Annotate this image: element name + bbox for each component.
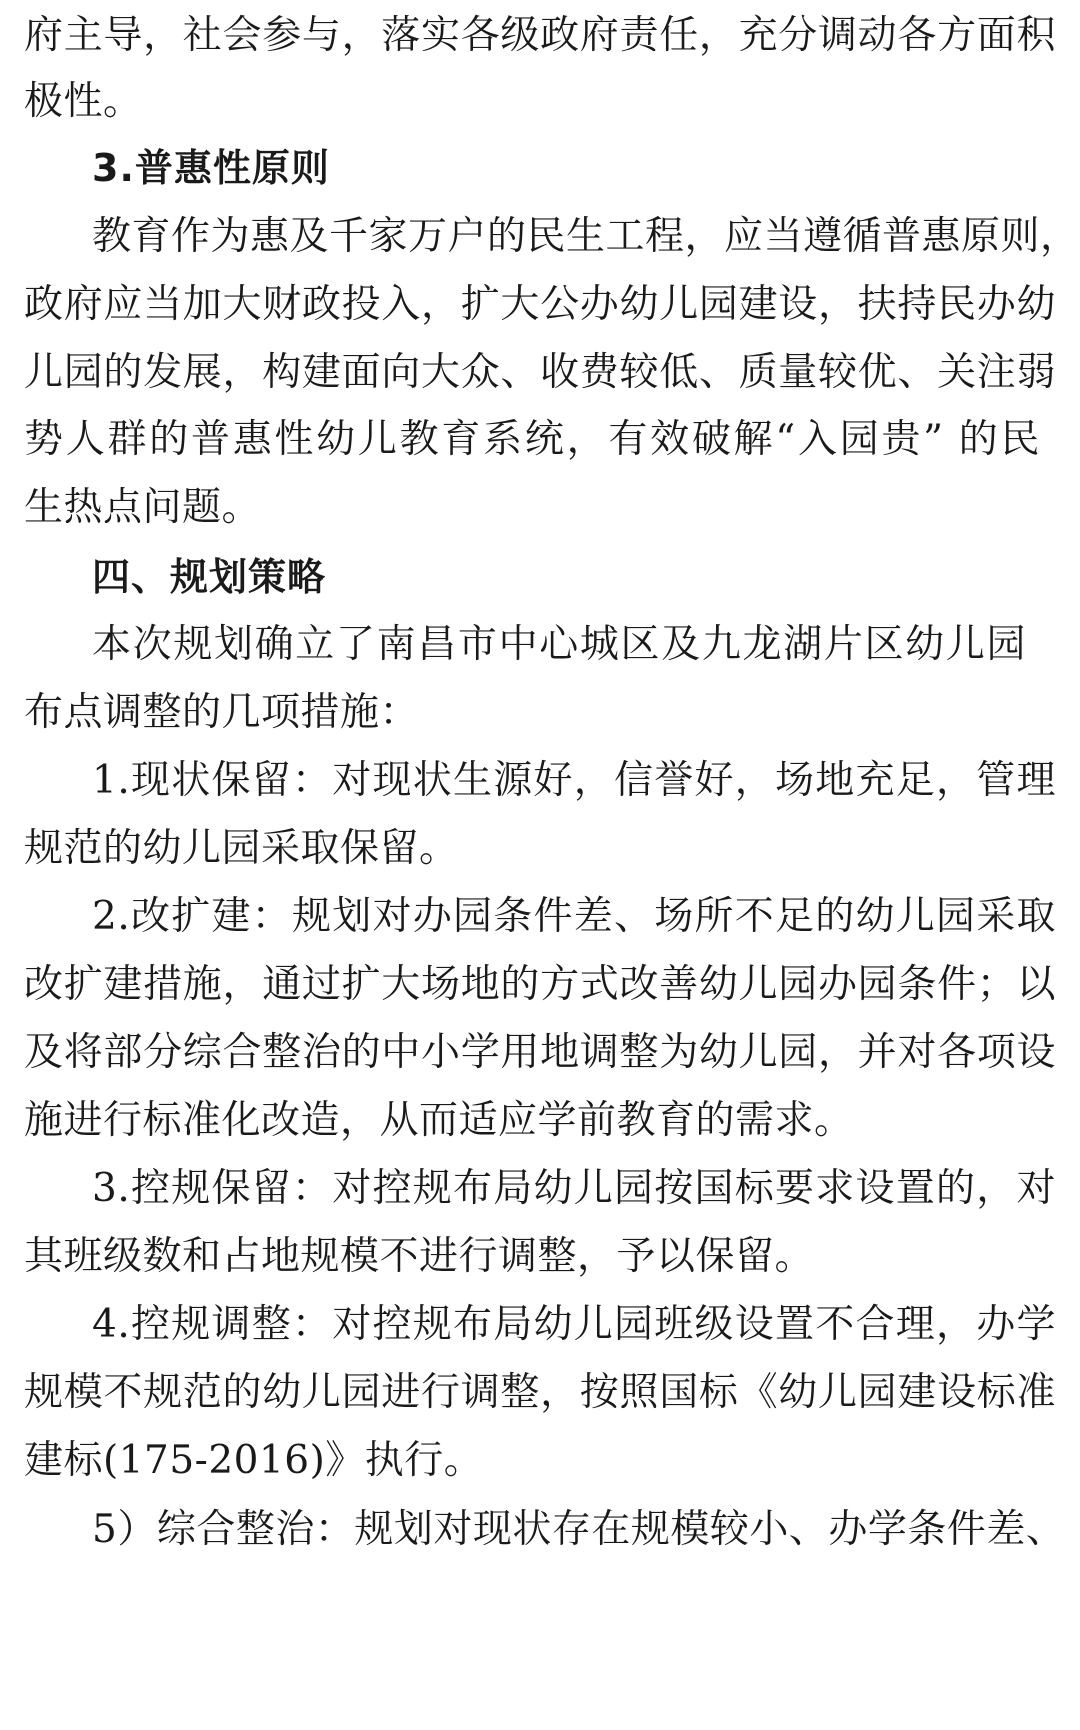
paragraph-line: 2.改扩建：规划对办园条件差、场所不足的幼儿园采取 [92, 894, 1056, 939]
paragraph-line: 政府应当加大财政投入，扩大公办幼儿园建设，扶持民办幼 [24, 282, 1056, 327]
paragraph-line: 改扩建措施，通过扩大场地的方式改善幼儿园办园条件；以 [24, 962, 1056, 1007]
paragraph-line: 4.控规调整：对控规布局幼儿园班级设置不合理，办学 [92, 1302, 1056, 1347]
paragraph-line: 布点调整的几项措施： [24, 690, 420, 735]
paragraph-line: 教育作为惠及千家万户的民生工程，应当遵循普惠原则， [92, 214, 1080, 259]
section-heading: 3.普惠性原则 [92, 146, 330, 190]
paragraph-line: 儿园的发展，构建面向大众、收费较低、质量较优、关注弱 [24, 350, 1056, 395]
paragraph-line: 5）综合整治：规划对现状存在规模较小、办学条件差、 [92, 1507, 1066, 1552]
paragraph-line: 势人群的普惠性幼儿教育系统，有效破解“入园贵” 的民 [24, 417, 1040, 462]
paragraph-line: 生热点问题。 [24, 485, 262, 530]
section-heading: 四、规划策略 [92, 555, 327, 599]
paragraph-line: 府主导，社会参与，落实各级政府责任，充分调动各方面积 [24, 13, 1056, 58]
paragraph-line: 建标(175-2016)》执行。 [24, 1438, 484, 1483]
paragraph-line: 规范的幼儿园采取保留。 [24, 826, 459, 871]
paragraph-line: 规模不规范的幼儿园进行调整，按照国标《幼儿园建设标准 [24, 1370, 1056, 1415]
paragraph-line: 3.控规保留：对控规布局幼儿园按国标要求设置的，对 [92, 1166, 1056, 1211]
paragraph-line: 及将部分综合整治的中小学用地调整为幼儿园，并对各项设 [24, 1030, 1056, 1075]
paragraph-line: 本次规划确立了南昌市中心城区及九龙湖片区幼儿园 [92, 622, 1026, 667]
paragraph-line: 1.现状保留：对现状生源好，信誉好，场地充足，管理 [92, 758, 1056, 803]
paragraph-line: 极性。 [24, 79, 143, 124]
paragraph-line: 其班级数和占地规模不进行调整，予以保留。 [24, 1234, 815, 1279]
paragraph-line: 施进行标准化改造，从而适应学前教育的需求。 [24, 1098, 854, 1143]
